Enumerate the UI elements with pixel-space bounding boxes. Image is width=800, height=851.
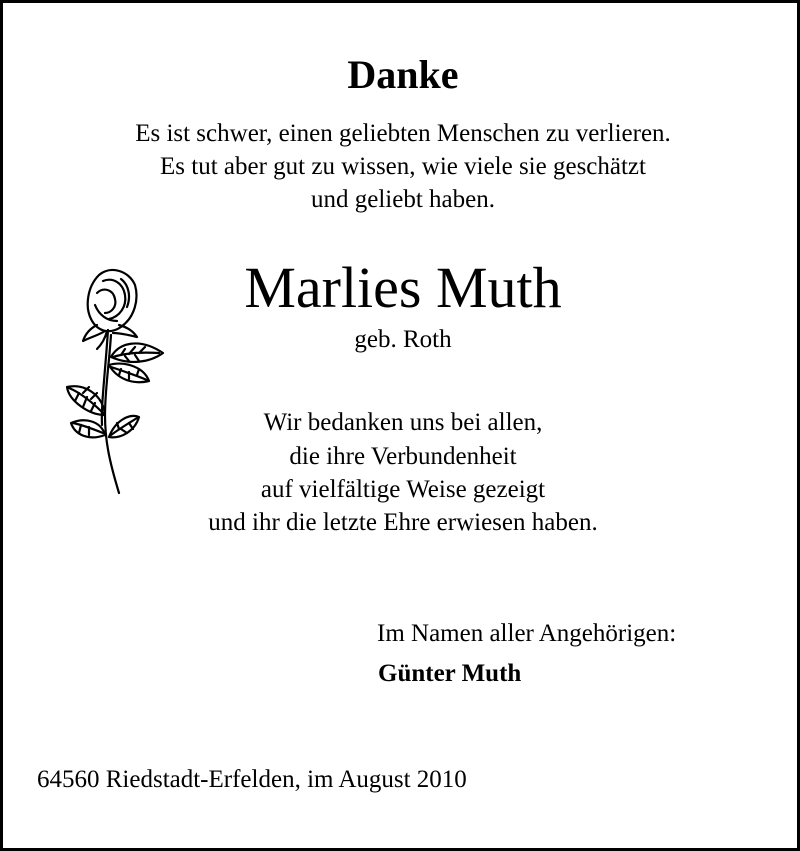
intro-line-1: Es ist schwer, einen geliebten Menschen zu verlieren.: [135, 120, 671, 147]
thanks-line-3: auf vielfältige Weise gezeigt: [260, 476, 546, 503]
thanks-line-1: Wir bedanken uns bei allen,: [263, 409, 543, 436]
thanks-line-4: und ihr die letzte Ehre erwiesen haben.: [208, 509, 598, 536]
signoff-text: Im Namen aller Angehörigen:: [377, 620, 677, 647]
place-date: 64560 Riedstadt-Erfelden, im August 2010: [37, 766, 467, 793]
intro-line-3: und geliebt haben.: [311, 186, 495, 213]
intro-line-2: Es tut aber gut zu wissen, wie viele sie geschätzt: [160, 153, 646, 180]
thanks-line-2: die ihre Verbundenheit: [289, 443, 517, 470]
signer-name: Günter Muth: [378, 660, 522, 687]
notice-title: Danke: [347, 52, 459, 97]
deceased-name: Marlies Muth: [244, 255, 562, 320]
maiden-name: geb. Roth: [354, 326, 452, 353]
